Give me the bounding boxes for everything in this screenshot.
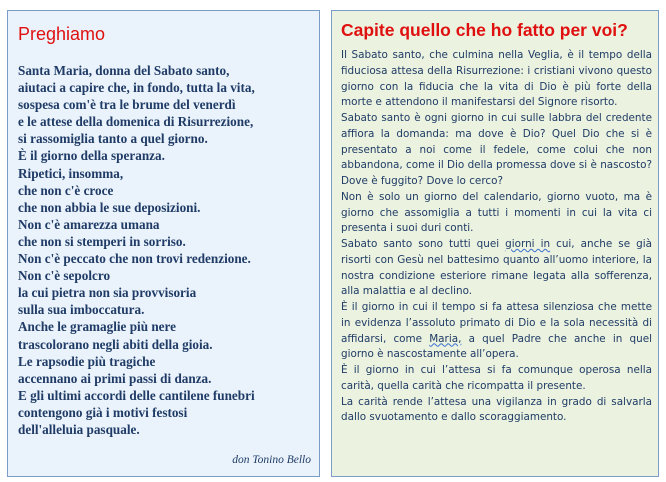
paragraph-5-text-b: a quel Padre che anche in quel giorno è nascostamente all’opera. (341, 332, 652, 361)
prayer-line: che non c'è croce (18, 182, 114, 198)
prayer-line: che non si stemperi in sorriso. (18, 233, 186, 249)
reflection-paragraph-1: Il Sabato santo, che culmina nella Veglia, è il tempo della fiduciosa attesa della Risurrezione: i cristiani vivono questo giorno con la fiducia che la vita di Dio è più forte della morte e attendono il manifestarsi del Signore risorto. (341, 49, 652, 109)
spellcheck-underline: giorni in (505, 238, 551, 250)
reflection-paragraph-6: È il giorno in cui l’attesa si fa comunque operosa nella carità, quella carità che ricompatta il presente. (341, 364, 652, 392)
prayer-panel (7, 10, 320, 477)
reflection-panel (331, 10, 659, 477)
reflection-paragraph-5 (341, 300, 652, 363)
reflection-paragraph-4 (341, 237, 652, 300)
prayer-line: Non c'è amarezza umana (18, 216, 160, 232)
prayer-text (18, 62, 311, 438)
prayer-line: trascolorano negli abiti della gioia. (18, 336, 213, 352)
prayer-line: che non abbia le sue deposizioni. (18, 199, 201, 215)
prayer-line: dell'alleluia pasquale. (18, 421, 140, 437)
prayer-line: E gli ultimi accordi delle cantilene funebri (18, 387, 255, 403)
prayer-line: Anche le gramaglie più nere (18, 319, 176, 335)
prayer-line: sulla sua imboccatura. (18, 302, 145, 318)
reflection-paragraph-2: Sabato santo è ogni giorno in cui sulle labbra del credente affiora la domanda: ma dove è Dio? Quel Dio che si è presentato a noi come il fedele, come colui che non abbandona, come il Dio della promessa dove si è nascosto? Dove è fuggito? Dove lo cerco? (341, 112, 652, 187)
prayer-line: e le attese della domenica di Risurrezione, (18, 114, 254, 130)
prayer-line: Le rapsodie più tragiche (18, 353, 156, 369)
reflection-paragraph-7: La carità rende l’attesa una vigilanza in grado di salvarla dallo svuotamento e dallo scoraggiamento. (341, 395, 652, 424)
prayer-title: Preghiamo (18, 24, 106, 44)
prayer-line: Non c'è sepolcro (18, 268, 111, 284)
prayer-line: sospesa com'è tra le brume del venerdì (18, 97, 236, 113)
prayer-line: Santa Maria, donna del Sabato santo, (18, 63, 230, 78)
paragraph-4-text-a: Sabato santo sono tutti quei (341, 238, 506, 250)
reflection-title: Capite quello che ho fatto per voi? (341, 20, 628, 40)
prayer-line: È il giorno della speranza. (18, 148, 165, 164)
reflection-paragraph-3: Non è solo un giorno del calendario, giorno vuoto, ma è giorno che assomiglia a tutti i momenti in cui la vita ci presenta i suoi duri conti. (341, 190, 652, 235)
prayer-line: Ripetici, insomma, (18, 165, 124, 181)
signature: don Tonino Bello (232, 454, 311, 466)
prayer-line: aiutaci a capire che, in fondo, tutta la vita, (18, 80, 255, 96)
paragraph-4-text-b: cui, anche se già risorti con Gesù nel battesimo quanto all’uomo interiore, la nostra condizione esteriore rimane legata alla sofferenza, alla malattia e al declino. (341, 238, 652, 298)
prayer-line: accennano ai primi passi di danza. (18, 370, 212, 386)
prayer-line: la cui pietra non sia provvisoria (18, 285, 197, 301)
spellcheck-underline: Maria, (429, 332, 462, 345)
prayer-line: contengono già i motivi festosi (18, 404, 188, 420)
prayer-line: si rassomiglia tanto a quel giorno. (18, 131, 208, 147)
paragraph-5-text-a: È il giorno in cui il tempo si fa attesa silenziosa che mette in evidenza l’assoluto primato di Dio e la sola necessità di affidarsi, come (341, 301, 652, 345)
prayer-line: Non c'è peccato che non trovi redenzione. (18, 251, 251, 267)
